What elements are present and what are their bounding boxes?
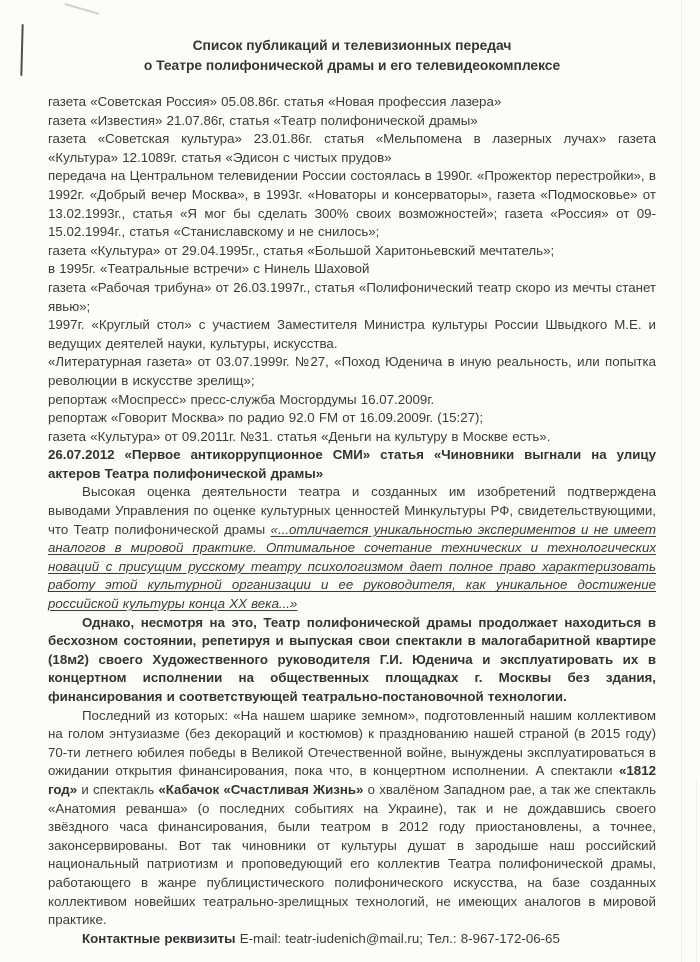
document-title xyxy=(48,36,656,75)
scan-artifact-right-edge xyxy=(681,0,682,962)
text-run: Высокая оценка деятельности театра и созданных им изобретений подтверждена выводами Управления по оценке культурных ценностей Минкультуры РФ, свидетельствующими, что Театр полифонической драмы xyxy=(48,484,656,537)
scan-artifact-vertical-line xyxy=(20,24,23,76)
text-run: и спектакль xyxy=(77,781,159,797)
text-run: E-mail: teatr-iudenich@mail.ru; Тел.: 8-967-172-06-65 xyxy=(235,930,560,946)
paragraph-17 xyxy=(48,930,656,949)
text-run: репортаж «Говорит Москва» по радио 92.0 FM от 16.09.2009г. (15:27); xyxy=(48,410,484,426)
scan-artifact-right-edge-lower xyxy=(696,780,697,962)
text-run: Контактные реквизиты xyxy=(82,930,236,946)
document-title-line2: о Театре полифонической драмы и его телевидеокомплексе xyxy=(143,57,561,73)
text-run: газета «Рабочая трибуна» от 26.03.1997г., статья «Полифонический театр скоро из мечты станет явью»; xyxy=(48,279,656,314)
text-run: 26.07.2012 «Первое антикоррупционное СМИ» статья «Чиновники выгнали на улицу актеров Театра полифонической драмы» xyxy=(48,447,656,481)
document-content xyxy=(48,36,656,948)
text-run: Однако, несмотря на это, Театр полифонической драмы продолжает находиться в бесхозном состоянии, репетируя и выпуская свои спектакли в малогабаритной квартире (18м2) своего Художественного руководителя Г.И. Юденича и эксплуатировать их в концертном исполнении на общественных площадках г. Москвы без здания, финансирования и соответствующей театрально-постановочной технологии. xyxy=(48,614,656,704)
paragraph-9 xyxy=(48,353,656,390)
text-run: «...отличается уникальностью экспериментов и не имеет аналогов в мировой практике. Оптимальное сочетание технических и технологических новаций с присущим русскому театру психологизмом дает полное право характеризовать работу этой культурной организации и ее руководителя, как уникальное достижение российской культуры конца XX века...» xyxy=(48,521,656,612)
document-body xyxy=(48,93,656,948)
paragraph-4 xyxy=(48,167,656,241)
paragraph-8 xyxy=(48,316,656,353)
paragraph-15 xyxy=(48,614,656,707)
paragraph-11 xyxy=(48,409,656,428)
scan-artifact-diagonal-mark xyxy=(64,3,99,15)
text-run: в 1995г. «Театральные встречи» с Нинель Шаховой xyxy=(48,261,370,277)
text-run: газета «Советская культура» 23.01.86г. статья «Мельпомена в лазерных лучах» газета «Культура» 12.1089г. статья «Эдисон с чистых прудов» xyxy=(48,131,656,165)
paragraph-13 xyxy=(48,446,656,483)
paragraph-16 xyxy=(48,707,656,930)
text-run: передача на Центральном телевидении России состоялась в 1990г. «Прожектор перестройки», в 1992г. «Добрый вечер Москва», в 1993г. «Новаторы и консерваторы», газета «Подмосковье» от 13.02.1993г., статья «Я мог бы сделать 300% своих возможностей»; газета «Россия» от 09-15.02.1994г., статья «Станиславскому и не снилось»; xyxy=(48,168,656,240)
paragraph-14 xyxy=(48,483,656,613)
text-run: «Литературная газета» от 03.07.1999г. №27, «Поход Юденича в иную реальность, или попытка революции в искусстве зрелищ»; xyxy=(48,354,656,388)
paragraph-3 xyxy=(48,130,656,167)
text-run: газета «Известия» 21.07.86г, статья «Театр полифонической драмы» xyxy=(48,112,478,128)
text-run: репортаж «Моспресс» пресс-служба Мосгордумы 16.07.2009г. xyxy=(48,391,435,407)
text-run: газета «Культура» от 09.2011г. №31. статья «Деньги на культуру в Москве есть». xyxy=(48,428,551,444)
paragraph-5 xyxy=(48,242,656,261)
paragraph-1 xyxy=(48,93,656,112)
document-title-line1: Список публикаций и телевизионных передач xyxy=(192,38,512,53)
paragraph-10 xyxy=(48,391,656,410)
paragraph-2 xyxy=(48,112,656,131)
paragraph-12 xyxy=(48,428,656,447)
text-run: газета «Культура» от 29.04.1995г., статья «Большой Харитоньевский мечтатель»; xyxy=(48,242,555,258)
text-run: газета «Советская Россия» 05.08.86г. статья «Новая профессия лазера» xyxy=(48,94,502,109)
paragraph-7 xyxy=(48,279,656,316)
text-run: Последний из которых: «На нашем шарике земном», подготовленный нашим коллективом на голом энтузиазме (без декораций и костюмов) к празднованию нашей страной (в 2015 году) 70-ти летнего юбилея победы в Великой Отечественной войне, вынуждены эксплуатироваться в ожидании открытия финансирования, пока что, в концертном исполнении. А спектакли xyxy=(48,707,656,779)
text-run: 1997г. «Круглый стол» с участием Заместителя Министра культуры России Швыдкого М.Е. и ведущих деятелей науки, культуры, искусства. xyxy=(48,317,656,351)
text-run: о хвалёном Западном рае, а так же спектакль «Анатомия реванша» (о последних событиях на Украине), так и не дождавшись своего звёздного часа финансирования, были театром в 2012 году приостановлены, а точнее, законсервированы. Вот так чиновники от культуры душат в зародыше наш российский национальный патриотизм и проповедующий его коллектив Театра полифонической драмы, работающего в жанре публицистического полифонического искусства, на базе созданных коллективом новейших театрально-зрелищных технологий, не имеющих аналогов в мировой практике. xyxy=(48,781,656,928)
paragraph-6 xyxy=(48,260,656,279)
text-run: «1812 год» xyxy=(48,763,656,797)
text-run: «Кабачок «Счастливая Жизнь» xyxy=(158,781,364,797)
